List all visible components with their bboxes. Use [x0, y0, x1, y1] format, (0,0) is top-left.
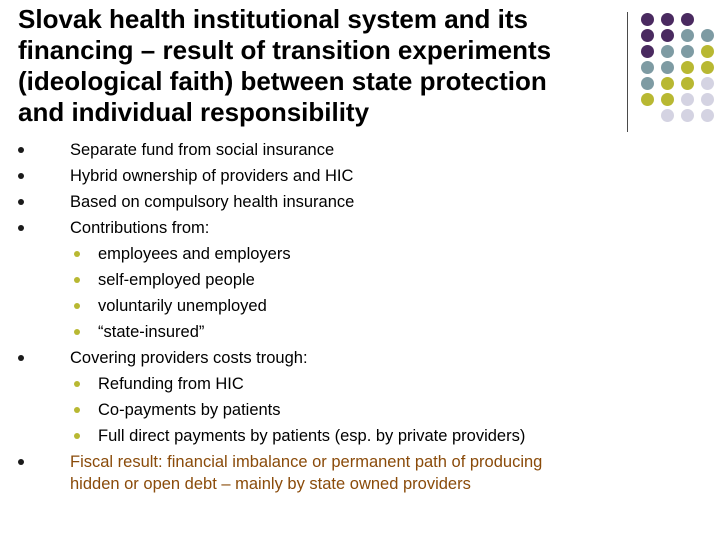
list-item-text: voluntarily unemployed: [98, 297, 267, 315]
list-item-text: Separate fund from social insurance: [70, 141, 335, 159]
decorative-dot: [681, 13, 694, 26]
decorative-dot: [661, 77, 674, 90]
decorative-dot: [641, 61, 654, 74]
title-divider-line: [627, 12, 628, 132]
decorative-dot: [701, 109, 714, 122]
list-subitem: [98, 319, 204, 345]
decorative-dot: [641, 13, 654, 26]
bullet-dot-icon: [18, 225, 24, 231]
bullet-dot-icon: [74, 433, 80, 439]
bullet-dot-icon: [18, 147, 24, 153]
list-item: [70, 215, 209, 241]
bullet-dot-icon: [18, 355, 24, 361]
bullet-dot-icon: [74, 251, 80, 257]
list-item-text: Hybrid ownership of providers and HIC: [70, 167, 354, 185]
decorative-dot: [701, 93, 714, 106]
bullet-dot-icon: [74, 329, 80, 335]
decorative-dot: [681, 109, 694, 122]
decorative-dot: [661, 45, 674, 58]
decorative-dot: [661, 93, 674, 106]
list-item-text: self-employed people: [98, 271, 255, 289]
bullet-dot-icon: [18, 173, 24, 179]
list-item-text: Contributions from:: [70, 219, 210, 237]
bullet-dot-icon: [74, 381, 80, 387]
bullet-dot-icon: [18, 459, 24, 465]
bullet-dot-icon: [74, 303, 80, 309]
list-item-text: Refunding from HIC: [98, 375, 244, 393]
list-item-text: Fiscal result: financial imbalance or permanent path of producing: [70, 453, 543, 471]
title-line: (ideological faith) between state protection: [18, 66, 547, 96]
list-item-text: Full direct payments by patients (esp. by private providers): [98, 427, 526, 445]
list-item-continuation: [70, 471, 471, 497]
decorative-dot: [701, 77, 714, 90]
list-subitem: [98, 267, 255, 293]
decorative-dot: [701, 61, 714, 74]
list-item: [70, 137, 334, 163]
decorative-dot: [641, 29, 654, 42]
list-item: [70, 345, 308, 371]
bullet-dot-icon: [74, 407, 80, 413]
decorative-dot: [681, 45, 694, 58]
decorative-dot: [681, 61, 694, 74]
decorative-dot: [701, 29, 714, 42]
bullet-dot-icon: [74, 277, 80, 283]
list-item: [70, 163, 353, 189]
decorative-dot: [681, 93, 694, 106]
list-item-text: Co-payments by patients: [98, 401, 281, 419]
decorative-dot: [681, 29, 694, 42]
slide-title: [18, 4, 618, 128]
list-item-text: Covering providers costs trough:: [70, 349, 308, 367]
title-line: Slovak health institutional system and its: [18, 4, 529, 34]
title-line: and individual responsibility: [18, 97, 370, 127]
decorative-dot: [661, 61, 674, 74]
list-subitem: [98, 371, 244, 397]
decorative-dot: [661, 109, 674, 122]
title-line: financing – result of transition experiments: [18, 35, 552, 65]
decorative-dot: [641, 77, 654, 90]
list-subitem: [98, 423, 525, 449]
list-item-text: employees and employers: [98, 245, 291, 263]
list-subitem: [98, 397, 281, 423]
decorative-dot: [661, 13, 674, 26]
list-subitem: [98, 293, 267, 319]
decorative-dot: [661, 29, 674, 42]
list-item-text: hidden or open debt – mainly by state owned providers: [70, 475, 471, 493]
list-item: [70, 189, 354, 215]
decorative-dot: [681, 77, 694, 90]
list-item-text: “state-insured”: [98, 323, 205, 341]
decorative-dot: [641, 93, 654, 106]
decorative-dot: [701, 45, 714, 58]
list-subitem: [98, 241, 291, 267]
bullet-dot-icon: [18, 199, 24, 205]
list-item-text: Based on compulsory health insurance: [70, 193, 355, 211]
decorative-dot: [641, 45, 654, 58]
